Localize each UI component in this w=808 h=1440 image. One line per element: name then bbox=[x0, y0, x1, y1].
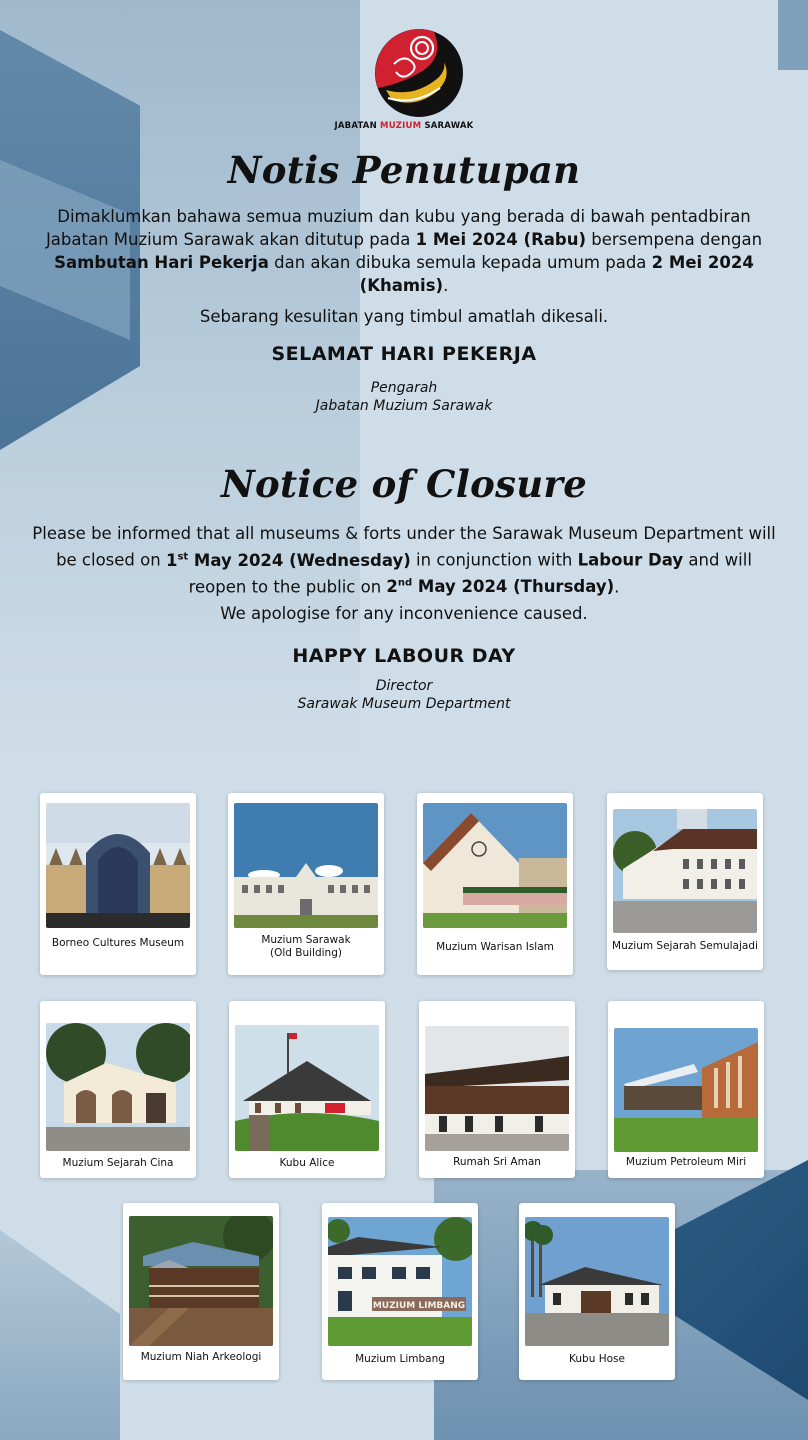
museum-card-kubu-hose[interactable] bbox=[519, 1203, 675, 1380]
english-greeting: HAPPY LABOUR DAY bbox=[292, 645, 516, 667]
malay-greeting: SELAMAT HARI PEKERJA bbox=[271, 343, 537, 365]
english-notice-paragraph: Please be informed that all museums & forts under the Sarawak Museum Department will be closed on 1st May 2024 (Wednesday) in conjunction with Labour Day and will reopen to the public on 2nd May 2024 (Thursday). bbox=[32, 524, 776, 596]
malay-signature bbox=[0, 379, 808, 415]
museum-name: Kubu Hose bbox=[569, 1353, 625, 1365]
museum-name: Muzium Niah Arkeologi bbox=[140, 1351, 262, 1363]
malay-notice-paragraph: Dimaklumkan bahawa semua muzium dan kubu yang berada di bawah pentadbiran Jabatan Muzium Sarawak akan ditutup pada 1 Mei 2024 (Rabu) bersempena dengan Sambutan Hari Pekerja dan akan dibuka semula kepada umum pada 2 Mei 2024 (Khamis). bbox=[45, 207, 763, 295]
museum-card-muzium-sarawak[interactable] bbox=[228, 793, 384, 975]
malay-apology: Sebarang kesulitan yang timbul amatlah dikesali. bbox=[199, 307, 609, 326]
english-title: Notice of Closure bbox=[220, 462, 588, 506]
jabatan-muzium-sarawak-logo-icon bbox=[374, 28, 464, 118]
museum-name: Muzium Petroleum Miri bbox=[625, 1156, 747, 1168]
museum-photo bbox=[614, 1028, 758, 1152]
museum-card-niah-arkeologi[interactable] bbox=[123, 1203, 279, 1380]
museum-card-warisan-islam[interactable] bbox=[417, 793, 573, 975]
museum-card-muzium-limbang[interactable] bbox=[322, 1203, 478, 1380]
english-signature-title: Director bbox=[375, 678, 433, 694]
museum-photo bbox=[235, 1025, 379, 1151]
museum-photo bbox=[613, 809, 757, 933]
english-apology: We apologise for any inconvenience caused. bbox=[220, 604, 588, 623]
english-signature-org: Sarawak Museum Department bbox=[297, 696, 511, 712]
museum-name: Muzium Warisan Islam bbox=[436, 941, 554, 953]
museum-card-rumah-sri-aman[interactable] bbox=[419, 1001, 575, 1178]
museum-card-sejarah-cina[interactable] bbox=[40, 1001, 196, 1178]
museum-photo bbox=[46, 1023, 190, 1151]
english-signature bbox=[0, 677, 808, 713]
museum-name-line1: Muzium Sarawak bbox=[261, 934, 351, 946]
museum-name: Muzium Sejarah Semulajadi bbox=[612, 940, 758, 952]
malay-title: Notis Penutupan bbox=[227, 148, 581, 192]
museum-photo bbox=[425, 1026, 569, 1151]
museum-name: Muzium Sejarah Cina bbox=[62, 1157, 174, 1169]
museum-photo bbox=[129, 1216, 273, 1346]
museum-photo bbox=[234, 803, 378, 928]
museum-card-borneo-cultures[interactable] bbox=[40, 793, 196, 975]
museum-photo bbox=[328, 1217, 472, 1346]
muzium-limbang-sign: MUZIUM LIMBANG bbox=[372, 1301, 466, 1311]
malay-signature-title: Pengarah bbox=[370, 380, 438, 396]
museum-photo bbox=[423, 803, 567, 928]
museum-name-line2: (Old Building) bbox=[270, 947, 342, 959]
museum-card-sejarah-semulajadi[interactable] bbox=[607, 793, 763, 970]
museum-card-kubu-alice[interactable] bbox=[229, 1001, 385, 1178]
museum-card-petroleum-miri[interactable] bbox=[608, 1001, 764, 1178]
logo-wordmark: JABATAN MUZIUM SARAWAK bbox=[334, 121, 474, 131]
malay-signature-org: Jabatan Muzium Sarawak bbox=[315, 398, 493, 414]
museum-photo bbox=[46, 803, 190, 928]
museum-name bbox=[228, 934, 384, 960]
museum-name: Muzium Limbang bbox=[355, 1353, 445, 1365]
museum-name: Kubu Alice bbox=[279, 1157, 335, 1169]
museum-photo bbox=[525, 1217, 669, 1346]
museum-name: Rumah Sri Aman bbox=[453, 1156, 541, 1168]
museum-name: Borneo Cultures Museum bbox=[51, 937, 185, 949]
